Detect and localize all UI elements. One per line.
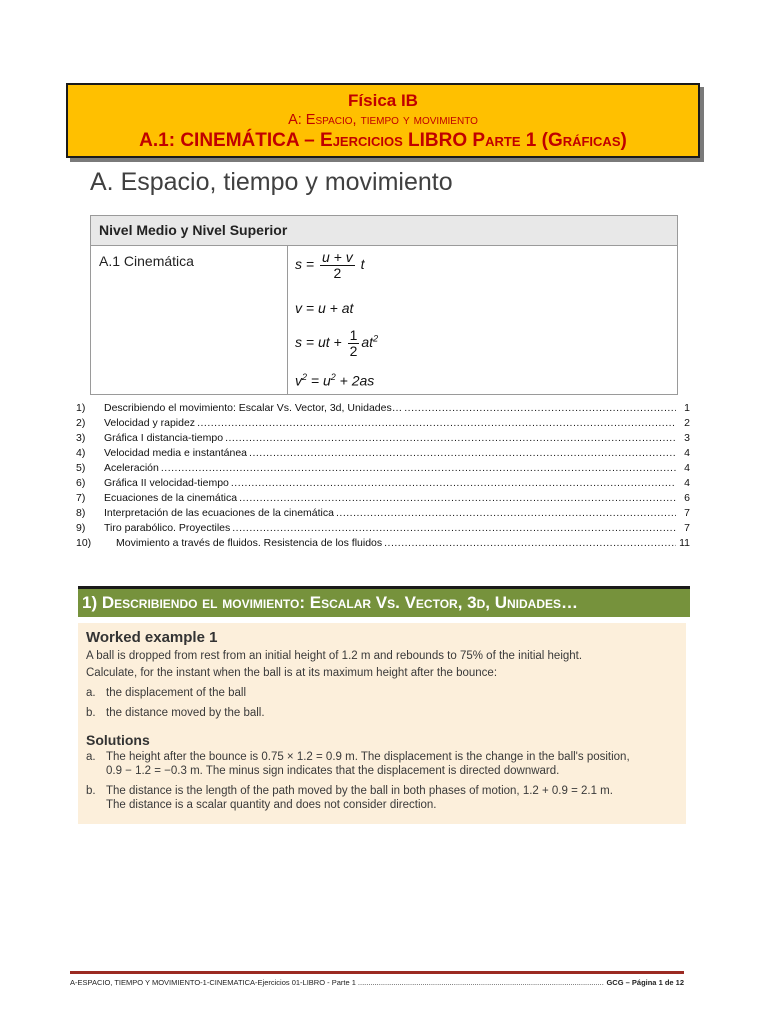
document-title: A.1: CINEMÁTICA – Ejercicios LIBRO Parte 1 (Gráficas) (139, 130, 627, 151)
question-item: a. the displacement of the ball (86, 687, 247, 699)
section-1-heading: 1) Describiendo el movimiento: Escalar Vs. Vector, 3d, Unidades… (78, 586, 690, 617)
toc-item[interactable]: 8) Interpretación de las ecuaciones de la cinemática ..... 7 (76, 506, 690, 521)
solution-item: b. The distance is the length of the path moved by the ball in both phases of motion, 1.2 + 0.9 = 2.1 m. The distance is a scalar quantity and does not consider direction. (86, 785, 613, 811)
syllabus-header: Nivel Medio y Nivel Superior (91, 216, 677, 246)
equation-3: s = ut + $\frac{1}{2}$ $at^2$ (295, 327, 379, 359)
equation-4: $v^2 = u^2 + 2as$ (295, 372, 375, 389)
unit-title: A: Espacio, tiempo y movimiento (288, 112, 478, 128)
page-footer (70, 978, 684, 987)
worked-example-intro-1: A ball is dropped from rest from an initial height of 1.2 m and rebounds to 75% of the initial height. (86, 650, 583, 662)
table-of-contents (76, 401, 690, 551)
solutions-title: Solutions (86, 732, 150, 748)
toc-item[interactable]: 1) Describiendo el movimiento: Escalar Vs. Vector, 3d, Unidades… ..... 1 (76, 401, 690, 416)
footer-page: GCG – Página 1 de 12 (606, 978, 684, 987)
question-item: b. the distance moved by the ball. (86, 707, 265, 719)
toc-item[interactable]: 7) Ecuaciones de la cinemática ..... 6 (76, 491, 690, 506)
section-title: A. Espacio, tiempo y movimiento (90, 168, 453, 196)
toc-item[interactable]: 5) Aceleración ..... 4 (76, 461, 690, 476)
equation-2: v = u + at (295, 300, 354, 316)
worked-example-intro-2: Calculate, for the instant when the ball is at its maximum height after the bounce: (86, 667, 498, 679)
toc-item[interactable]: 3) Gráfica I distancia-tiempo ..... 3 (76, 431, 690, 446)
syllabus-table (90, 215, 678, 395)
toc-item[interactable]: 9) Tiro parabólico. Proyectiles ..... 7 (76, 521, 690, 536)
worked-example-box (78, 623, 686, 824)
syllabus-topic: A.1 Cinemática (99, 253, 194, 269)
toc-item[interactable]: 4) Velocidad media e instantánea ..... 4 (76, 446, 690, 461)
solution-item: a. The height after the bounce is 0.75 × 1.2 = 0.9 m. The displacement is the change in the ball's position, 0.9 − 1.2 = −0.3 m. The minus sign indicates that the displacement is directed downward. (86, 751, 630, 777)
footer-rule (70, 971, 684, 974)
footer-left: A-ESPACIO, TIEMPO Y MOVIMIENTO-1-CINEMATICA-Ejercicios 01-LIBRO - Parte 1 (70, 978, 356, 987)
course-title: Física IB (348, 91, 418, 110)
equation-1: s = $\frac{u + v}{2}$ t (295, 249, 365, 281)
title-box (66, 83, 700, 158)
toc-item[interactable]: 10) Movimiento a través de fluidos. Resistencia de los fluidos ..... 11 (76, 536, 690, 551)
toc-item[interactable]: 6) Gráfica II velocidad-tiempo ..... 4 (76, 476, 690, 491)
worked-example-title: Worked example 1 (86, 629, 218, 646)
table-divider (287, 245, 288, 394)
toc-item[interactable]: 2) Velocidad y rapidez ..... 2 (76, 416, 690, 431)
